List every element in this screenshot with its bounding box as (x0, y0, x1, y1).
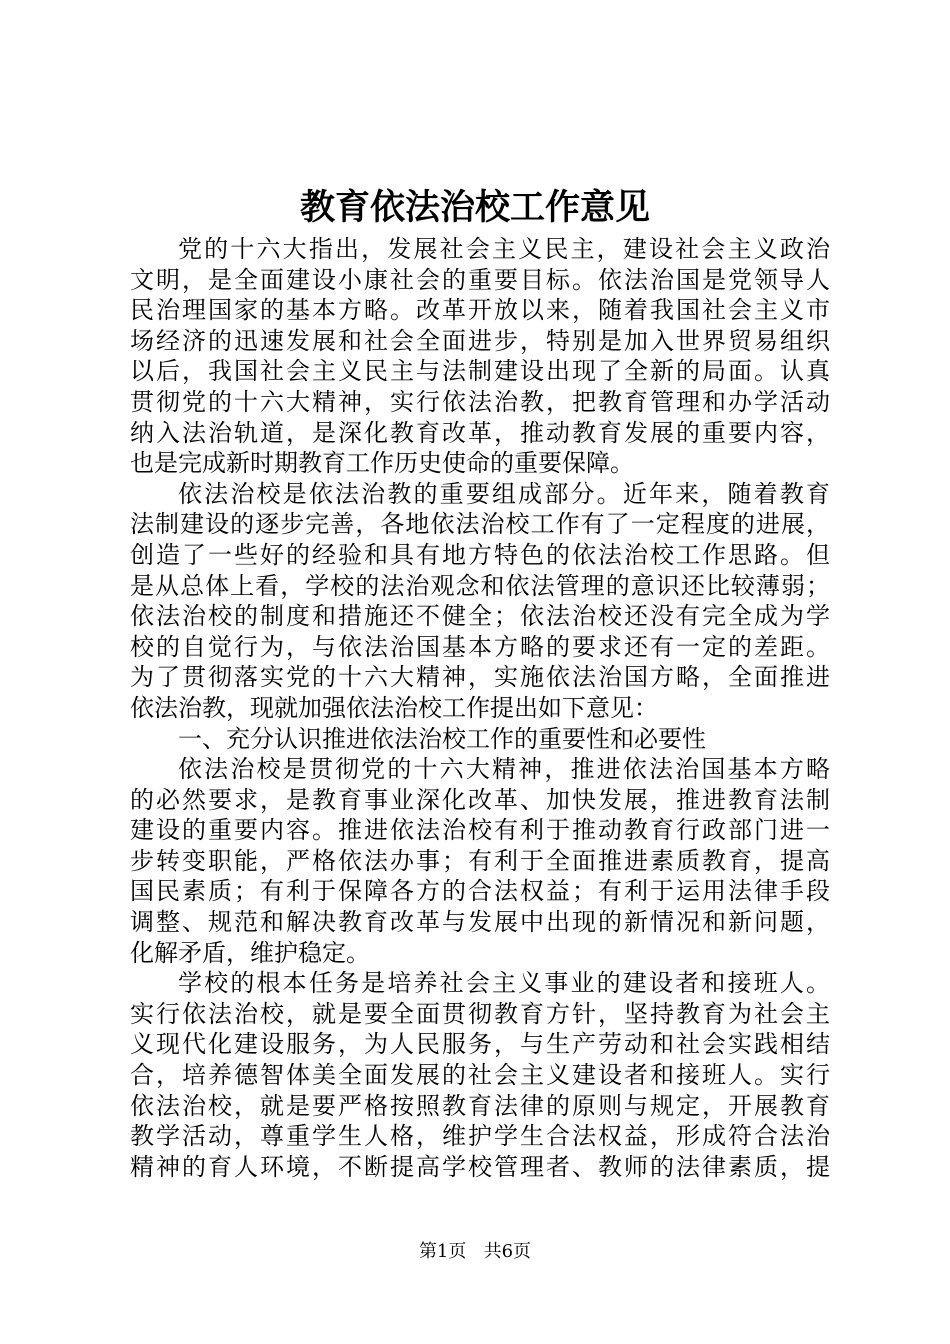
text-line: 以后，我国社会主义民主与法制建设出现了全新的局面。认真 (130, 357, 830, 386)
text-line: 贯彻党的十六大精神，实行依法治教，把教育管理和办学活动 (130, 387, 830, 416)
text-line: 义现代化建设服务，为人民服务，与生产劳动和社会实践相结 (130, 1030, 830, 1059)
text-line: 调整、规范和解决教育改革与发展中出现的新情况和新问题， (130, 908, 830, 937)
text-line: 为了贯彻落实党的十六大精神，实施依法治国方略，全面推进 (130, 663, 830, 692)
text-line: 党的十六大指出，发展社会主义民主，建设社会主义政治 (178, 235, 830, 263)
page-footer (0, 1240, 950, 1264)
text-line: 纳入法治轨道，是深化教育改革，推动教育发展的重要内容， (130, 418, 830, 447)
page-number: 第1页 (418, 1241, 467, 1262)
text-line: 化解矛盾，维护稳定。 (130, 938, 370, 967)
document-body (130, 234, 830, 1182)
text-line: 文明，是全面建设小康社会的重要目标。依法治国是党领导人 (130, 265, 830, 294)
text-line: 实行依法治校，就是要全面贯彻教育方针，坚持教育为社会主 (130, 999, 830, 1028)
document-title: 教育依法治校工作意见 (299, 187, 650, 228)
text-line: 也是完成新时期教育工作历史使命的重要保障。 (130, 449, 634, 478)
text-line: 依法治校，就是要严格按照教育法律的原则与规定，开展教育 (130, 1091, 830, 1120)
text-line: 教学活动，尊重学生人格，维护学生合法权益，形成符合法治 (130, 1122, 830, 1151)
text-line: 依法治校是依法治教的重要组成部分。近年来，随着教育 (178, 479, 830, 508)
text-line: 创造了一些好的经验和具有地方特色的依法治校工作思路。但 (130, 540, 830, 569)
text-line: 学校的根本任务是培养社会主义事业的建设者和接班人。 (178, 969, 830, 998)
section-heading: 一、充分认识推进依法治校工作的重要性和必要性 (178, 724, 706, 753)
text-line: 依法治校的制度和措施还不健全；依法治校还没有完全成为学 (130, 602, 830, 631)
page-total: 共6页 (483, 1241, 532, 1262)
text-line: 的必然要求，是教育事业深化改革、加快发展，推进教育法制 (130, 785, 830, 814)
text-line: 步转变职能，严格依法办事；有利于全面推进素质教育，提高 (130, 846, 830, 875)
text-line: 国民素质；有利于保障各方的合法权益；有利于运用法律手段 (130, 877, 830, 906)
text-line: 法制建设的逐步完善，各地依法治校工作有了一定程度的进展， (130, 510, 830, 539)
text-line: 合，培养德智体美全面发展的社会主义建设者和接班人。实行 (130, 1061, 830, 1090)
text-line: 校的自觉行为，与依法治国基本方略的要求还有一定的差距。 (130, 632, 830, 661)
text-line: 依法治校是贯彻党的十六大精神，推进依法治国基本方略 (178, 755, 830, 784)
text-line: 精神的育人环境，不断提高学校管理者、教师的法律素质，提 (130, 1152, 830, 1181)
text-line: 是从总体上看，学校的法治观念和依法管理的意识还比较薄弱； (130, 571, 830, 600)
text-line: 民治理国家的基本方略。改革开放以来，随着我国社会主义市 (130, 296, 830, 325)
text-line: 建设的重要内容。推进依法治校有利于推动教育行政部门进一 (130, 816, 830, 845)
text-line: 依法治教，现就加强依法治校工作提出如下意见： (130, 693, 658, 722)
text-line: 场经济的迅速发展和社会全面进步，特别是加入世界贸易组织 (130, 326, 830, 355)
